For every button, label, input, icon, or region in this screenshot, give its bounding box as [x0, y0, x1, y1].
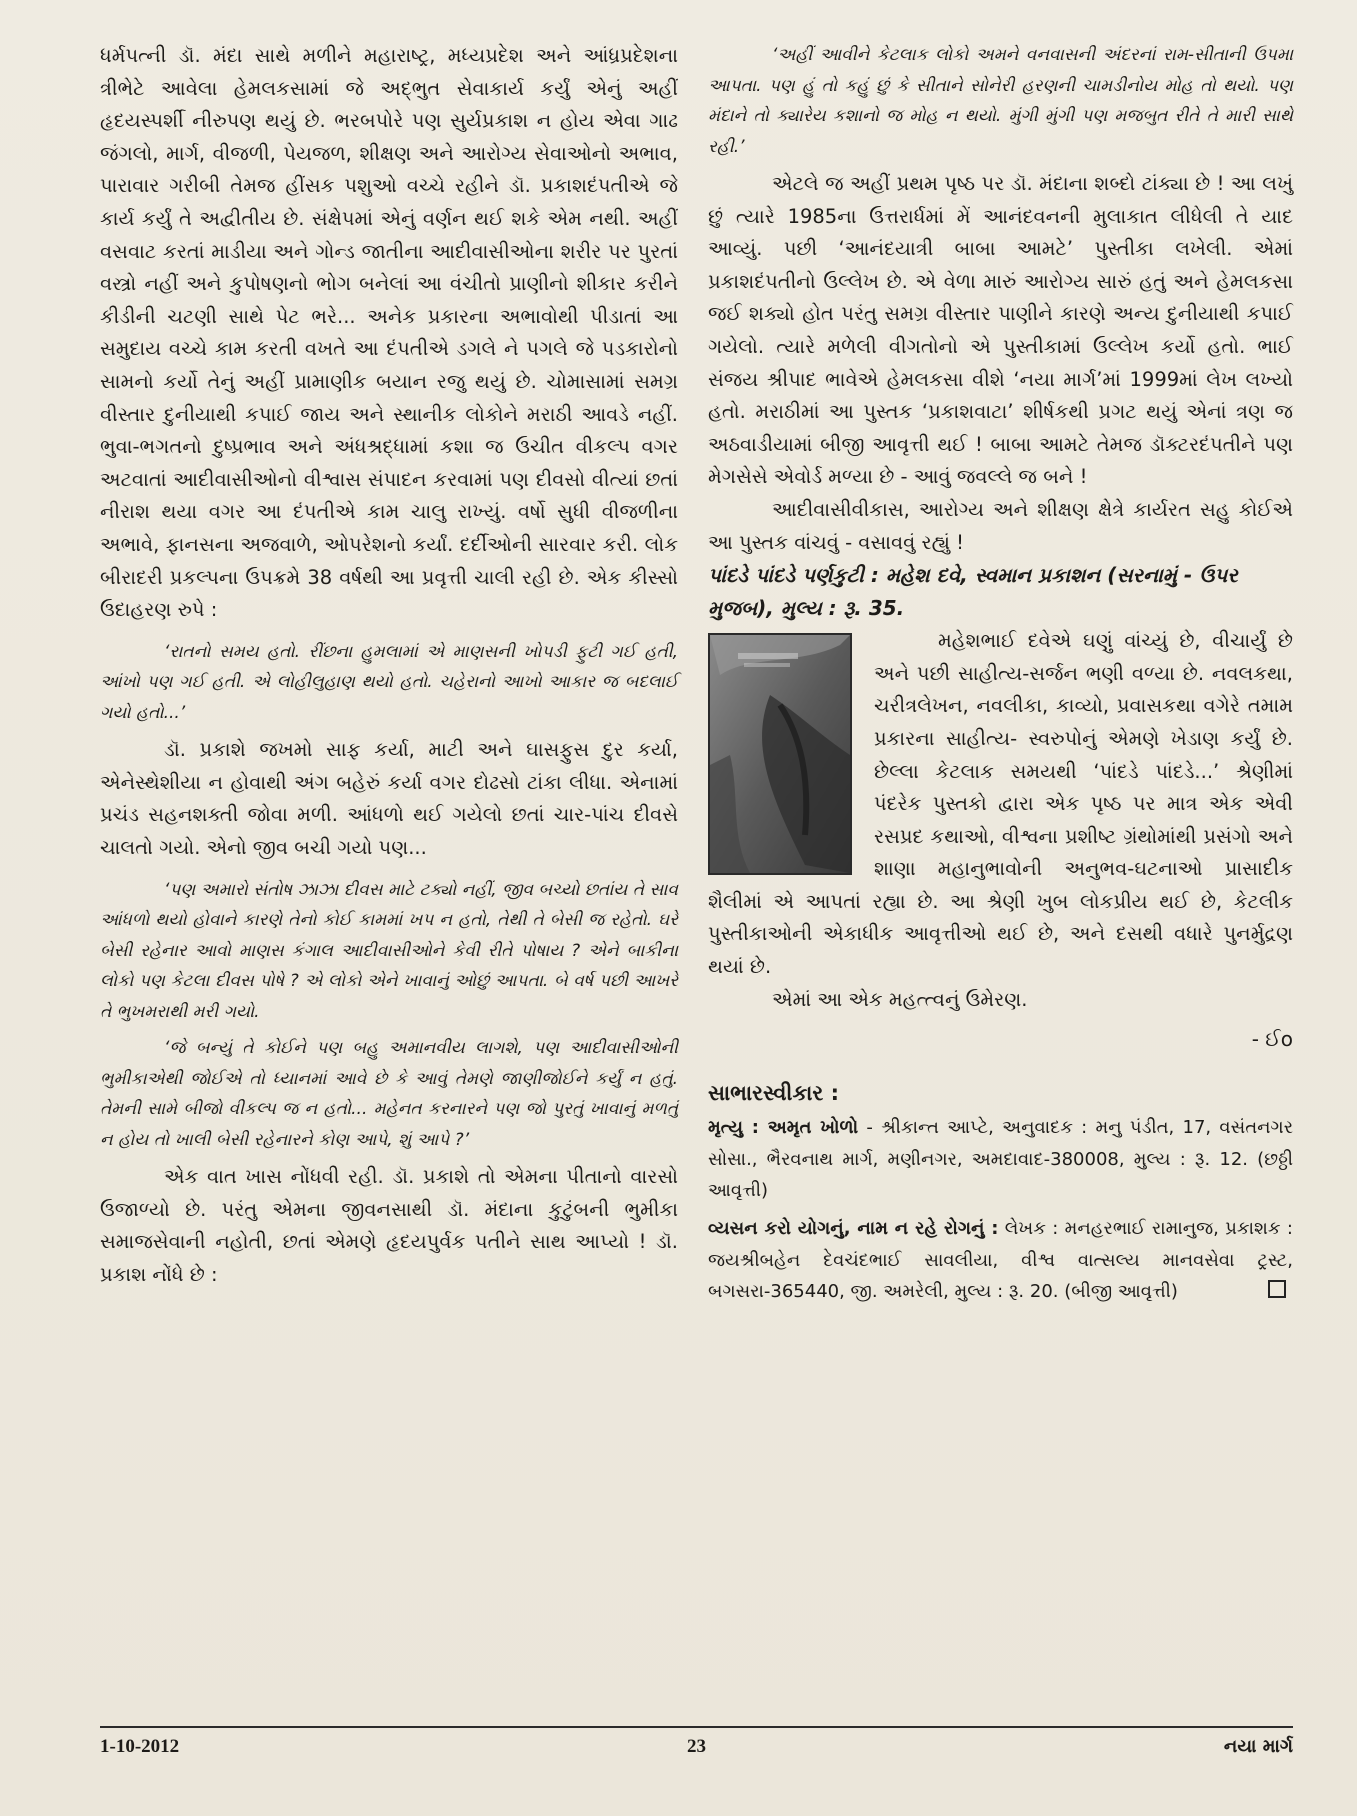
acknowledgement-item-2: [708, 1213, 1293, 1308]
left-paragraph-2: ડૉ. પ્રકાશે જખમો સાફ કર્યા, માટી અને ઘાસફુસ દુર કર્યા, એનેસ્થેશીયા ન હોવાથી અંગ બહેરું કર્યા વગર દોઢસો ટાંકા લીધા. એનામાં પ્રચંડ સહનશક્તી જોવા મળી. આંધળો થઈ ગયેલો છતાં ચાર-પાંચ દીવસે ચાલતો ગયો. એનો જીવ બચી ગયો પણ...: [100, 738, 678, 859]
acknowledgements-heading: સાભારસ્વીકાર :: [708, 1081, 839, 1106]
author-signature: - ઈo: [1251, 1027, 1293, 1052]
right-paragraph-4: એમાં આ એક મહત્ત્વનું ઉમેરણ.: [772, 987, 1028, 1011]
acknowledgement-item-1: [708, 1112, 1293, 1207]
right-quote-1: ‘અહીં આવીને કેટલાક લોકો અમને વનવાસની અંદરનાં રામ-સીતાની ઉપમા આપતા. પણ હું તો કહું છું કે સીતાને સોનેરી હરણની ચામડીનોય મોહ તો થયો. પણ મંદાને તો ક્યારેય કશાનો જ મોહ ન થયો. મુંગી મુંગી પણ મજબુત રીતે તે મારી સાથે રહી.’: [708, 45, 1293, 157]
right-paragraph-3: મહેશભાઈ દવેએ ઘણું વાંચ્યું છે, વીચાર્યું છે અને પછી સાહીત્ય-સર્જન ભણી વળ્યા છે. નવલકથા, ચરીત્રલેખન, નવલીકા, કાવ્યો, પ્રવાસકથા વગેરે તમામ પ્રકારના સાહીત્ય- સ્વરુપોનું એમણે ખેડાણ કર્યું છે. છેલ્લા કેટલાક સમયથી ‘પાંદડે પાંદડે...’ શ્રેણીમાં પંદરેક પુસ્તકો દ્વારા એક પૃષ્ઠ પર માત્ર એક એવી રસપ્રદ કથાઓ, વીશ્વના પ્રશીષ્ટ ગ્રંથોમાંથી પ્રસંગો અને શાણા મહાનુભાવોની અનુભવ-ઘટનાઓ પ્રાસાદીક શૈલીમાં એ આપતાં રહ્યા છે. આ શ્રેણી ખુબ લોકપ્રીય થઈ છે, કેટલીક પુસ્તીકાઓની એકાધીક આવૃત્તીઓ થઈ છે, અને દસથી વધારે પુનર્મુદ્રણ થયાં છે.: [708, 629, 1293, 979]
right-paragraph-2: આદીવાસીવીકાસ, આરોગ્ય અને શીક્ષણ ક્ષેત્રે કાર્યરત સહુ કોઈએ આ પુસ્તક વાંચવું - વસાવવું રહ્યું !: [708, 497, 1293, 554]
left-paragraph-3: એક વાત ખાસ નોંધવી રહી. ડૉ. પ્રકાશે તો એમના પીતાનો વારસો ઉજાળ્યો છે. પરંતુ એમના જીવનસાથી ડૉ. મંદાના કુટુંબની ભુમીકા સમાજસેવાની નહોતી, છતાં એમણે હૃદયપુર્વક પતીને સાથ આપ્યો ! ડૉ. પ્રકાશ નોંધે છે :: [100, 1165, 678, 1286]
book-cover-illustration: [710, 635, 850, 873]
magazine-name: નયા માર્ગ: [1223, 1736, 1293, 1757]
book-citation: પાંદડે પાંદડે પર્ણકુટી : મહેશ દવે, સ્વમાન પ્રકાશન (સરનામું - ઉપર મુજબ), મુલ્ય : રૂ. 35.: [708, 563, 1238, 621]
left-quote-1: ‘રાતનો સમય હતો. રીંછના હુમલામાં એ માણસની ખોપડી ફુટી ગઈ હતી, આંખો પણ ગઈ હતી. એ લોહીલુહાણ થયો હતો. ચહેરાનો આખો આકાર જ બદલાઈ ગયો હતો...’: [100, 641, 678, 723]
ack-1-details: - શ્રીકાન્ત આપ્ટે, અનુવાદક : મનુ પંડીત, 17, વસંતનગર સોસા., ભૈરવનાથ માર્ગ, મણીનગર, અમદાવાદ-380008, મુલ્ય : રૂ. 12. (છઠ્ઠી આવૃત્તી): [708, 1117, 1293, 1202]
footer-rule: [100, 1726, 1293, 1728]
right-paragraph-1: એટલે જ અહીં પ્રથમ પૃષ્ઠ પર ડૉ. મંદાના શબ્દો ટાંક્યા છે ! આ લખું છું ત્યારે 1985ના ઉત્તરાર્ધમાં મેં આનંદવનની મુલાકાત લીધેલી તે યાદ આવ્યું. પછી ‘આનંદયાત્રી બાબા આમટે’ પુસ્તીકા લખેલી. એમાં પ્રકાશદંપતીનો ઉલ્લેખ છે. એ વેળા મારું આરોગ્ય સારું હતું અને હેમલકસા જઈ શક્યો હોત પરંતુ સમગ્ર વીસ્તાર પાણીને કારણે અન્ય દુનીયાથી કપાઈ ગયેલો. ત્યારે મળેલી વીગતોનો એ પુસ્તીકામાં ઉલ્લેખ કર્યો હતો. ભાઈ સંજય શ્રીપાદ ભાવેએ હેમલકસા વીશે ‘નયા માર્ગ’માં 1999માં લેખ લખ્યો હતો. મરાઠીમાં આ પુસ્તક ‘પ્રકાશવાટા’ શીર્ષકથી પ્રગટ થયું એનાં ત્રણ જ અઠવાડીયામાં બીજી આવૃત્તી થઈ ! બાબા આમટે તેમજ ડૉક્ટરદંપતીને પણ મેગસેસે એવોર્ડ મળ્યા છે - આવું જવલ્લે જ બને !: [708, 172, 1293, 489]
ack-2-title: વ્યસન કરો યોગનું, નામ ન રહે રોગનું :: [708, 1218, 999, 1240]
left-column: [100, 40, 678, 1291]
issue-date: 1-10-2012: [100, 1736, 180, 1757]
page-footer: [100, 1736, 1293, 1766]
end-mark-icon: [1268, 1280, 1286, 1298]
ack-2-details: લેખક : મનહરભાઈ રામાનુજ, પ્રકાશક : જયશ્રીબહેન દેવચંદભાઈ સાવલીયા, વીશ્વ વાત્સલ્ય માનવસેવા ટ્રસ્ટ, બગસરા-365440, જી. અમરેલી, મુલ્ય : રૂ. 20. (બીજી આવૃત્તી): [708, 1218, 1293, 1303]
page-number: 23: [687, 1736, 706, 1757]
left-quote-2: ‘પણ અમારો સંતોષ ઝાઝા દીવસ માટે ટક્યો નહીં, જીવ બચ્યો છતાંય તે સાવ આંધળો થયો હોવાને કારણે તેનો કોઈ કામમાં ખપ ન હતો, તેથી તે બેસી જ રહેતો. ઘરે બેસી રહેનાર આવો માણસ કંગાલ આદીવાસીઓને કેવી રીતે પોષાય ? એને બાકીના લોકો પણ કેટલા દીવસ પોષે ? એ લોકો એને ખાવાનું ઓછું આપતા. બે વર્ષ પછી આખરે તે ભુખમરાથી મરી ગયો.: [100, 879, 678, 1022]
left-paragraph-1: ધર્મપત્ની ડૉ. મંદા સાથે મળીને મહારાષ્ટ્ર, મધ્યપ્રદેશ અને આંધ્રપ્રદેશના ત્રીભેટે આવેલા હેમલકસામાં જે અદ્ભુત સેવાકાર્ય કર્યું એનું અહીં હૃદયસ્પર્શી નીરુપણ થયું છે. ભરબપોરે પણ સુર્યપ્રકાશ ન હોય એવા ગાઢ જંગલો, માર્ગ, વીજળી, પેયજળ, શીક્ષણ અને આરોગ્ય સેવાઓનો અભાવ, પારાવાર ગરીબી તેમજ હીંસક પશુઓ વચ્ચે રહીને ડૉ. પ્રકાશદંપતીએ જે કાર્ય કર્યું તે અદ્વીતીય છે. સંક્ષેપમાં એનું વર્ણન થઈ શકે એમ નથી. અહીં વસવાટ કરતાં માડીયા અને ગોન્ડ જાતીના આદીવાસીઓના શરીર પર પુરતાં વસ્ત્રો નહીં અને કુપોષણનો ભોગ બનેલાં આ વંચીતો પ્રાણીનો શીકાર કરીને કીડીની ચટણી સાથે પેટ ભરે... અનેક પ્રકારના અભાવોથી પીડાતાં આ સમુદાય વચ્ચે કામ કરતી વખતે આ દંપતીએ ડગલે ને પગલે જે પડકારોનો સામનો કર્યો તેનું અહીં પ્રામાણીક બયાન રજુ થયું છે. ચોમાસામાં સમગ્ર વીસ્તાર દુનીયાથી કપાઈ જાય અને સ્થાનીક લોકોને મરાઠી આવડે નહીં. ભુવા-ભગતનો દુષ્પ્રભાવ અને અંધશ્રદ્ધામાં કશા જ ઉચીત વીકલ્પ વગર અટવાતાં આદીવાસીઓનો વીશ્વાસ સંપાદન કરવામાં પણ દીવસો વીત્યાં છતાં નીરાશ થયા વગર આ દંપતીએ કામ ચાલુ રાખ્યું. વર્ષો સુધી વીજળીના અભાવે, ફાનસના અજવાળે, ઓપરેશનો કર્યાં. દર્દીઓની સારવાર કરી. લોક બીરાદરી પ્રકલ્પના ઉપક્રમે 38 વર્ષથી આ પ્રવૃત્તી ચાલી રહી છે. એક કીસ્સો ઉદાહરણ રુપે :: [100, 44, 678, 622]
left-quote-3: ‘જે બન્યું તે કોઈને પણ બહુ અમાનવીય લાગશે, પણ આદીવાસીઓની ભુમીકાએથી જોઈએ તો ધ્યાનમાં આવે છે કે આવું તેમણે જાણીજોઈને કર્યું ન હતું. તેમની સામે બીજો વીકલ્પ જ ન હતો... મહેનત કરનારને પણ જો પુરતું ખાવાનું મળતું ન હોય તો ખાલી બેસી રહેનારને કોણ આપે, શું આપે ?’: [100, 1038, 678, 1150]
ack-1-title: મૃત્યુ : અમૃત ખોળો: [708, 1117, 859, 1139]
book-cover-image: [708, 633, 852, 875]
right-column: [708, 40, 1293, 1314]
